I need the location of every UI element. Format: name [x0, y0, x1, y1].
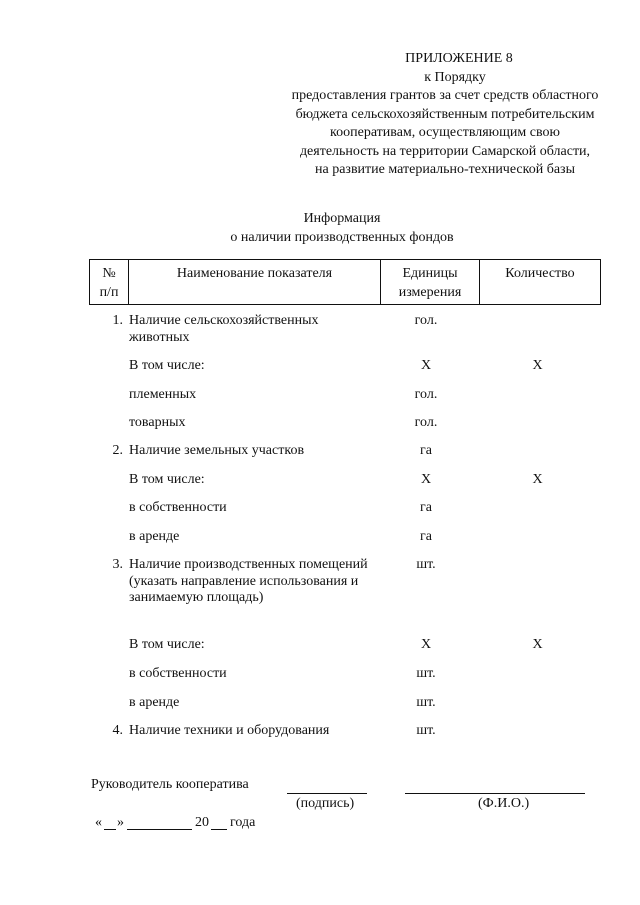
fio-line: [405, 793, 585, 794]
document-title: [170, 209, 514, 247]
row-unit: шт.: [416, 723, 436, 738]
row-unit: гол.: [414, 313, 438, 328]
fio-caption: (Ф.И.О.): [478, 796, 530, 811]
row-unit: га: [420, 529, 432, 544]
row-name: Наличие производственных помещений (указать направление использования и занимаемую площадь): [129, 557, 368, 605]
column-header-quantity: Количество: [480, 260, 601, 305]
appendix-description-line: на развитие материально-технической базы: [315, 162, 575, 177]
appendix-number: ПРИЛОЖЕНИЕ 8: [405, 51, 513, 66]
row-name: в собственности: [129, 500, 227, 515]
appendix-description-line: деятельность на территории Самарской области,: [299, 143, 591, 159]
row-name: В том числе:: [129, 637, 205, 652]
table-header: [89, 259, 601, 305]
date-year-prefix: 20: [195, 815, 209, 830]
column-header-name: Наименование показателя: [129, 260, 381, 305]
document-title-line: Информация: [303, 211, 381, 226]
row-number: 3.: [112, 557, 123, 572]
head-label: Руководитель кооператива: [91, 777, 249, 792]
row-unit: га: [420, 500, 432, 515]
row-unit: гол.: [414, 415, 438, 430]
column-header-unit-line1: Единицы: [402, 266, 458, 281]
row-quantity: Х: [532, 637, 543, 652]
date-quote-close: »: [117, 815, 124, 830]
column-header-number-line2: п/п: [99, 285, 119, 300]
row-name: В том числе:: [129, 472, 205, 487]
row-number: 4.: [112, 723, 123, 738]
row-name: в собственности: [129, 666, 227, 681]
row-name: Наличие сельскохозяйственных животных: [129, 313, 319, 345]
row-name: В том числе:: [129, 358, 205, 373]
date-month-line: [127, 829, 192, 830]
row-unit: Х: [420, 472, 432, 487]
column-header-number: [90, 260, 129, 305]
row-quantity: Х: [532, 358, 543, 373]
row-number: 2.: [112, 443, 123, 458]
row-unit: га: [420, 443, 432, 458]
row-unit: гол.: [414, 387, 438, 402]
document-subtitle-line: о наличии производственных фондов: [230, 230, 454, 245]
appendix-description-line: бюджета сельскохозяйственным потребительским: [295, 106, 595, 122]
appendix-reference: к Порядку: [424, 69, 486, 85]
row-unit: шт.: [416, 557, 436, 572]
row-unit: Х: [420, 358, 432, 373]
column-header-number-line1: №: [102, 266, 116, 281]
date-year-line: [211, 829, 227, 830]
signature-line: [287, 793, 367, 794]
row-name: Наличие земельных участков: [129, 443, 305, 458]
row-number: 1.: [112, 313, 123, 328]
row-name: племенных: [129, 387, 197, 402]
column-header-unit: [381, 260, 480, 305]
row-unit: Х: [420, 637, 432, 652]
appendix-description-line: предоставления грантов за счет средств областного: [291, 88, 599, 103]
date-day-line: [104, 829, 116, 830]
row-unit: шт.: [416, 666, 436, 681]
date-year-suffix: года: [230, 815, 256, 830]
column-header-unit-line2: измерения: [398, 285, 462, 300]
row-quantity: Х: [532, 472, 543, 487]
row-name: в аренде: [129, 695, 180, 710]
row-name: Наличие техники и оборудования: [129, 723, 330, 738]
row-unit: шт.: [416, 695, 436, 710]
row-name: в аренде: [129, 529, 180, 544]
row-name: товарных: [129, 415, 186, 430]
appendix-header: [270, 50, 620, 180]
appendix-description-line: кооперативам, осуществляющим свою: [330, 125, 560, 140]
signature-caption: (подпись): [296, 796, 355, 811]
date-quote-open: «: [95, 815, 102, 830]
